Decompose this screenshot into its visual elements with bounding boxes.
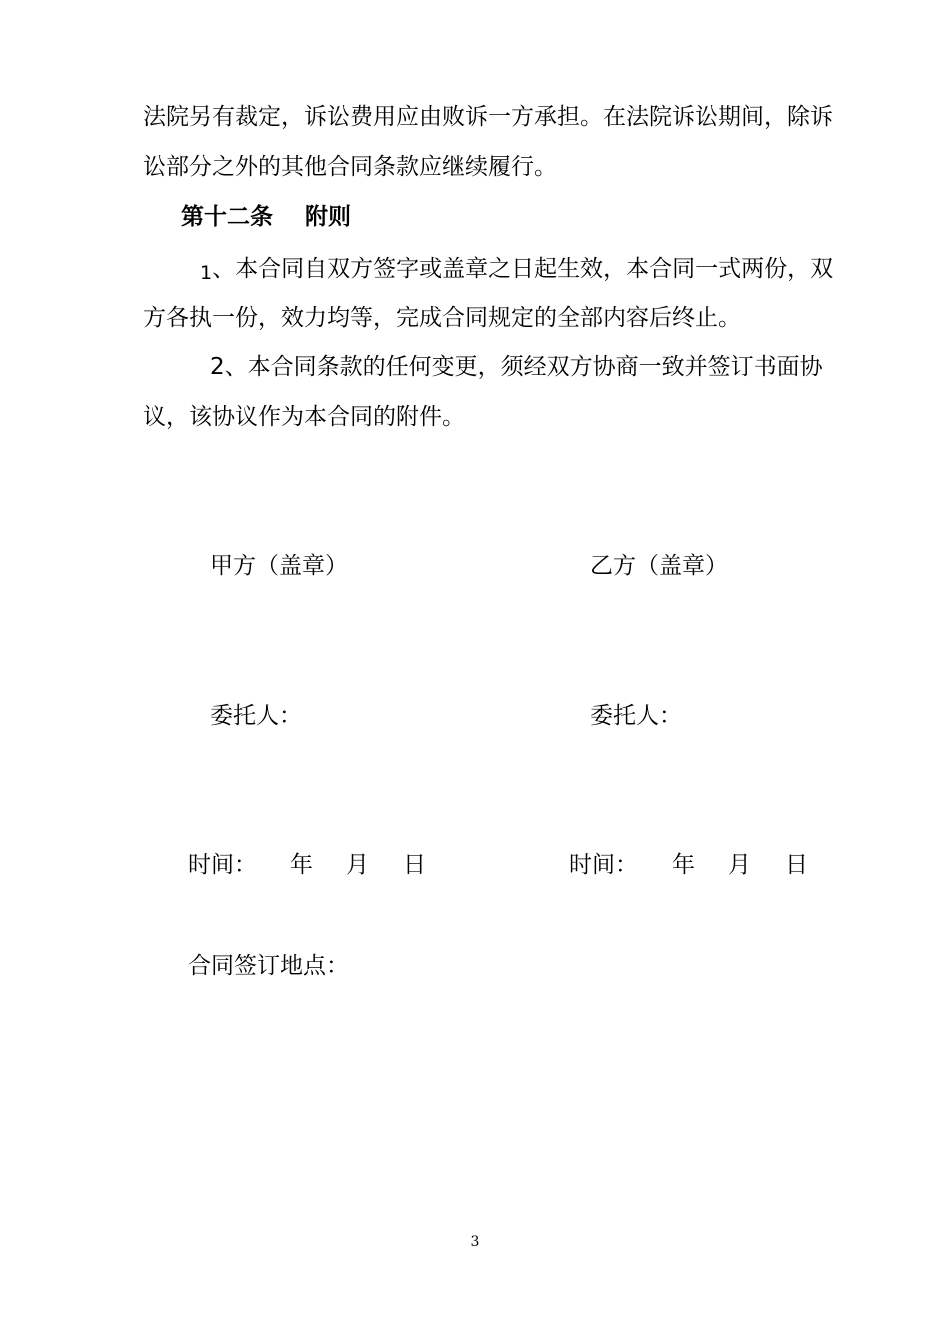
clause-1-number: 1 [200, 262, 213, 284]
clause-2-line-2: 议，该协议作为本合同的附件。 [143, 404, 465, 430]
party-a-date-month: 月 [346, 852, 369, 878]
party-b-date-day: 日 [785, 852, 808, 878]
party-b-date-year: 年 [672, 852, 695, 878]
party-a-seal: 甲方（盖章） [210, 553, 348, 579]
party-b-seal: 乙方（盖章） [590, 553, 728, 579]
article-title: 附则 [305, 204, 351, 230]
party-b-agent: 委托人： [590, 703, 682, 729]
party-a-date-day: 日 [403, 852, 426, 878]
continuation-line-1: 法院另有裁定，诉讼费用应由败诉一方承担。在法院诉讼期间，除诉 [143, 104, 833, 130]
party-a-agent: 委托人： [210, 703, 302, 729]
article-heading [181, 202, 351, 232]
clause-1-line-1 [200, 254, 833, 285]
party-a-date-year: 年 [290, 852, 313, 878]
clause-1-line-2: 方各执一份，效力均等，完成合同规定的全部内容后终止。 [143, 305, 741, 331]
clause-2-line-1: 2、本合同条款的任何变更，须经双方协商一致并签订书面协 [210, 354, 823, 380]
clause-1-text: 、本合同自双方签字或盖章之日起生效，本合同一式两份，双 [212, 256, 834, 282]
signing-place: 合同签订地点： [188, 953, 349, 979]
continuation-line-2: 讼部分之外的其他合同条款应继续履行。 [143, 154, 557, 180]
party-a-date-label: 时间： [188, 852, 257, 878]
article-number: 第十二条 [181, 204, 273, 230]
party-b-date-month: 月 [728, 852, 751, 878]
party-b-date-label: 时间： [569, 852, 638, 878]
page-number: 3 [470, 1234, 480, 1250]
